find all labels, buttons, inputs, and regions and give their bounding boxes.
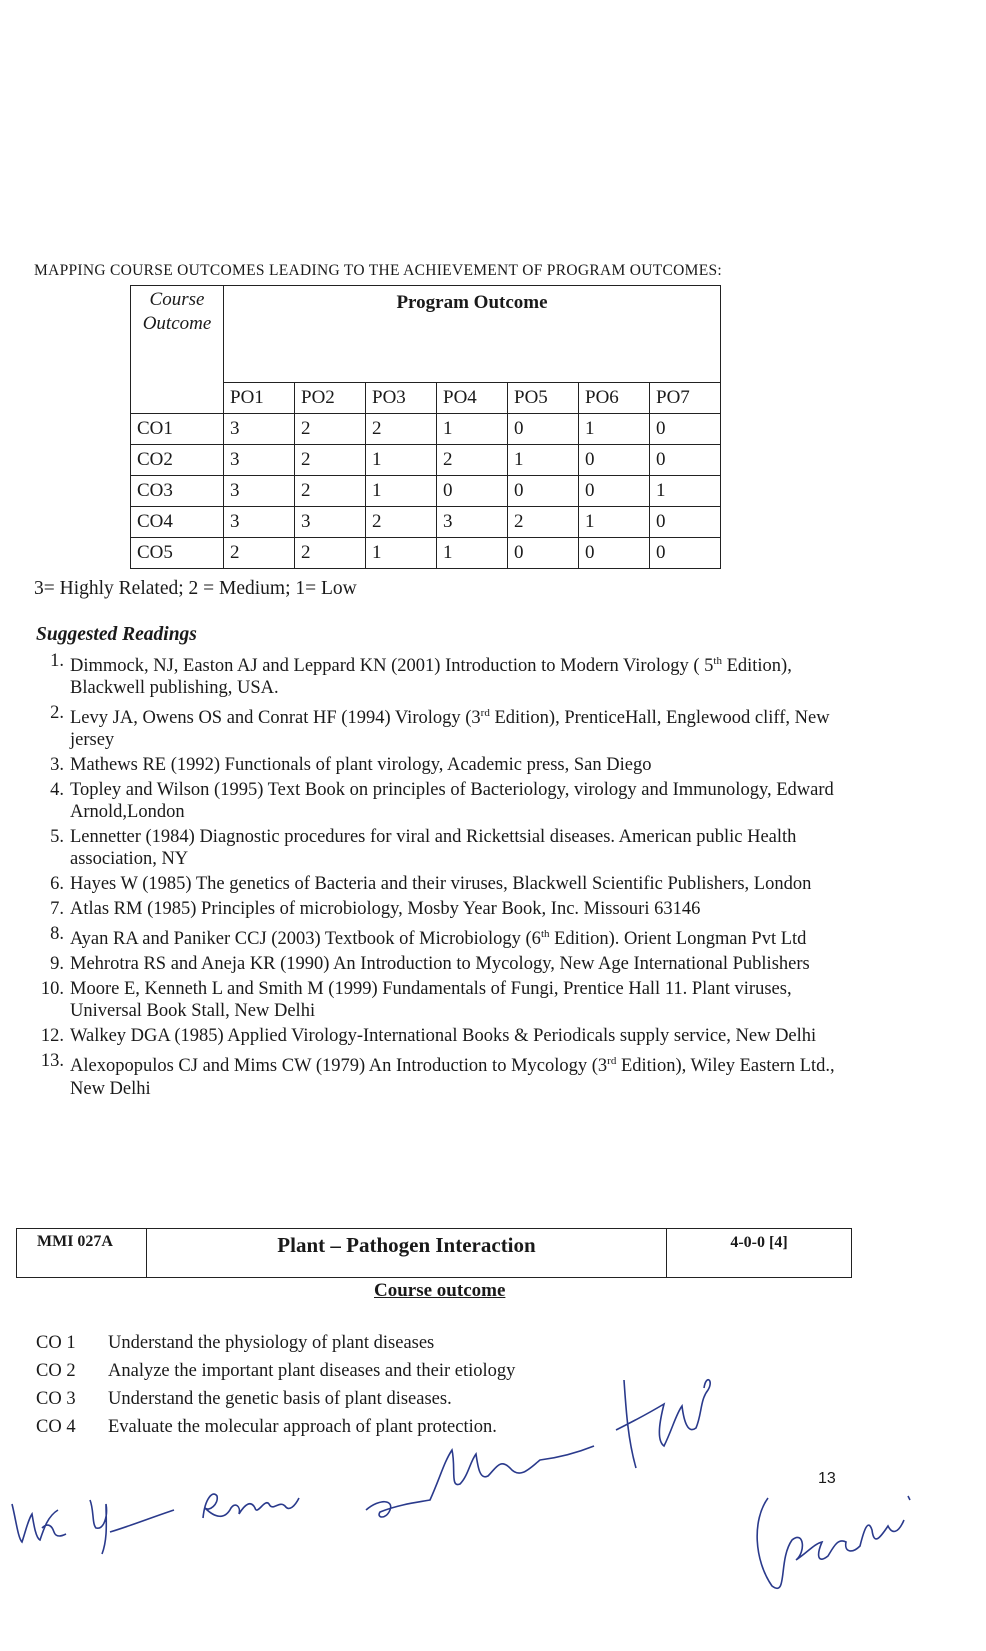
co-label: CO2	[131, 445, 224, 476]
reading-number: 3.	[50, 755, 64, 776]
mapping-value: 2	[295, 538, 366, 569]
mapping-value: 0	[650, 414, 721, 445]
signature-3	[195, 1478, 305, 1538]
mapping-value: 2	[366, 507, 437, 538]
co-header-line1: Course	[149, 289, 205, 310]
legend: 3= Highly Related; 2 = Medium; 1= Low	[34, 578, 357, 599]
co-header-line2: Outcome	[142, 313, 212, 334]
mapping-value: 1	[437, 538, 508, 569]
po-column-header: PO1	[224, 383, 295, 414]
mapping-value: 0	[579, 445, 650, 476]
list-item	[36, 754, 846, 776]
course-credits: 4-0-0 [4]	[730, 1234, 788, 1251]
table-row	[131, 445, 721, 476]
reading-text: Alexopopulos CJ and Mims CW (1979) An Introduction to Mycology (3rd Edition), Wiley Eastern Ltd., New Delhi	[70, 1055, 835, 1099]
co-label: CO3	[131, 476, 224, 507]
co-po-mapping-table	[130, 285, 721, 569]
reading-text: Mathews RE (1992) Functionals of plant virology, Academic press, San Diego	[70, 755, 652, 776]
reading-text: Hayes W (1985) The genetics of Bacteria and their viruses, Blackwell Scientific Publishers, London	[70, 874, 812, 895]
suggested-readings-title: Suggested Readings	[36, 624, 197, 645]
po-column-header: PO5	[508, 383, 579, 414]
course-code: MMI 027A	[17, 1229, 147, 1277]
co-label: CO5	[131, 538, 224, 569]
po-column-header: PO6	[579, 383, 650, 414]
mapping-value: 2	[295, 476, 366, 507]
outcome-text: Analyze the important plant diseases and their etiology	[108, 1361, 516, 1381]
reading-number: 9.	[50, 954, 64, 975]
program-outcome-header: Program Outcome	[224, 286, 721, 383]
co-label: CO1	[131, 414, 224, 445]
reading-number: 6.	[50, 874, 64, 895]
course-outcome-header	[131, 286, 224, 414]
reading-number: 10.	[40, 979, 64, 1000]
outcome-text: Evaluate the molecular approach of plant protection.	[108, 1417, 497, 1437]
mapping-value: 2	[508, 507, 579, 538]
list-item	[36, 1050, 846, 1099]
list-item	[36, 1385, 515, 1413]
outcome-text: Understand the genetic basis of plant diseases.	[108, 1389, 452, 1409]
reading-text: Mehrotra RS and Aneja KR (1990) An Introduction to Mycology, New Age International Publishers	[70, 954, 810, 975]
mapping-value: 1	[579, 507, 650, 538]
table-row	[131, 538, 721, 569]
mapping-value: 3	[295, 507, 366, 538]
list-item	[36, 978, 846, 1022]
mapping-value: 1	[366, 538, 437, 569]
outcome-code: CO 2	[36, 1361, 76, 1381]
list-item	[36, 923, 846, 950]
mapping-value: 1	[579, 414, 650, 445]
list-item	[36, 1329, 515, 1357]
mapping-value: 1	[437, 414, 508, 445]
reading-number: 13.	[40, 1051, 64, 1072]
course-outcomes-list	[36, 1329, 515, 1441]
reading-text: Lennetter (1984) Diagnostic procedures for viral and Rickettsial diseases. American public Health association, NY	[70, 827, 797, 870]
reading-text: Dimmock, NJ, Easton AJ and Leppard KN (2001) Introduction to Modern Virology ( 5th Edition), Blackwell publishing, USA.	[70, 655, 792, 699]
mapping-value: 2	[295, 445, 366, 476]
course-outcome-title: Course outcome	[374, 1280, 506, 1301]
reading-number: 2.	[50, 703, 64, 724]
table-row	[131, 476, 721, 507]
table-header-row	[131, 286, 721, 383]
mapping-value: 1	[366, 445, 437, 476]
list-item	[36, 873, 846, 895]
po-column-header: PO7	[650, 383, 721, 414]
reading-number: 4.	[50, 780, 64, 801]
mapping-value: 3	[224, 507, 295, 538]
mapping-value: 1	[508, 445, 579, 476]
reading-text: Moore E, Kenneth L and Smith M (1999) Fundamentals of Fungi, Prentice Hall 11. Plant viruses, Universal Book Stall, New Delhi	[70, 979, 792, 1022]
reading-number: 12.	[40, 1026, 64, 1047]
mapping-value: 3	[437, 507, 508, 538]
course-title: Plant – Pathogen Interaction	[147, 1229, 667, 1277]
mapping-value: 0	[650, 507, 721, 538]
signature-4	[360, 1428, 600, 1528]
list-item	[36, 898, 846, 920]
mapping-value: 0	[579, 538, 650, 569]
suggested-readings-list	[36, 650, 846, 1103]
mapping-value: 3	[224, 445, 295, 476]
mapping-value: 3	[224, 476, 295, 507]
table-row	[131, 507, 721, 538]
mapping-value: 0	[508, 538, 579, 569]
mapping-value: 2	[224, 538, 295, 569]
course-header-box	[16, 1228, 852, 1278]
reading-text: Levy JA, Owens OS and Conrat HF (1994) Virology (3rd Edition), PrenticeHall, Englewood cliff, New jersey	[70, 707, 830, 751]
table-row	[131, 414, 721, 445]
outcome-code: CO 4	[36, 1417, 76, 1437]
list-item	[36, 1025, 846, 1047]
outcome-code: CO 1	[36, 1333, 76, 1353]
signature-6	[748, 1490, 918, 1600]
signature-2	[84, 1490, 184, 1560]
outcome-text: Understand the physiology of plant diseases	[108, 1333, 435, 1353]
list-item	[36, 650, 846, 699]
po-column-header: PO3	[366, 383, 437, 414]
signature-1	[8, 1480, 68, 1550]
list-item	[36, 953, 846, 975]
mapping-value: 3	[224, 414, 295, 445]
mapping-value: 2	[366, 414, 437, 445]
reading-number: 5.	[50, 827, 64, 848]
mapping-value: 1	[650, 476, 721, 507]
page-number: 13	[818, 1470, 836, 1487]
reading-number: 8.	[50, 924, 64, 945]
mapping-value: 2	[437, 445, 508, 476]
reading-text: Walkey DGA (1985) Applied Virology-International Books & Periodicals supply service, New Delhi	[70, 1026, 817, 1047]
reading-text: Topley and Wilson (1995) Text Book on principles of Bacteriology, virology and Immunology, Edward Arnold,London	[70, 780, 834, 823]
mapping-value: 0	[650, 445, 721, 476]
mapping-value: 2	[295, 414, 366, 445]
list-item	[36, 1357, 515, 1385]
list-item	[36, 702, 846, 751]
reading-text: Atlas RM (1985) Principles of microbiology, Mosby Year Book, Inc. Missouri 63146	[70, 899, 701, 920]
reading-number: 1.	[50, 651, 64, 671]
co-label: CO4	[131, 507, 224, 538]
po-column-header: PO4	[437, 383, 508, 414]
po-column-header: PO2	[295, 383, 366, 414]
mapping-value: 1	[366, 476, 437, 507]
reading-number: 7.	[50, 899, 64, 920]
mapping-value: 0	[508, 414, 579, 445]
mapping-value: 0	[508, 476, 579, 507]
signature-5	[610, 1360, 720, 1480]
mapping-heading: MAPPING COURSE OUTCOMES LEADING TO THE ACHIEVEMENT OF PROGRAM OUTCOMES:	[34, 262, 723, 279]
mapping-value: 0	[579, 476, 650, 507]
mapping-value: 0	[437, 476, 508, 507]
list-item	[36, 779, 846, 823]
reading-text: Ayan RA and Paniker CCJ (2003) Textbook of Microbiology (6th Edition). Orient Longman Pvt Ltd	[70, 928, 807, 950]
mapping-value: 0	[650, 538, 721, 569]
list-item	[36, 826, 846, 870]
outcome-code: CO 3	[36, 1389, 76, 1409]
mapping-body	[131, 414, 721, 569]
